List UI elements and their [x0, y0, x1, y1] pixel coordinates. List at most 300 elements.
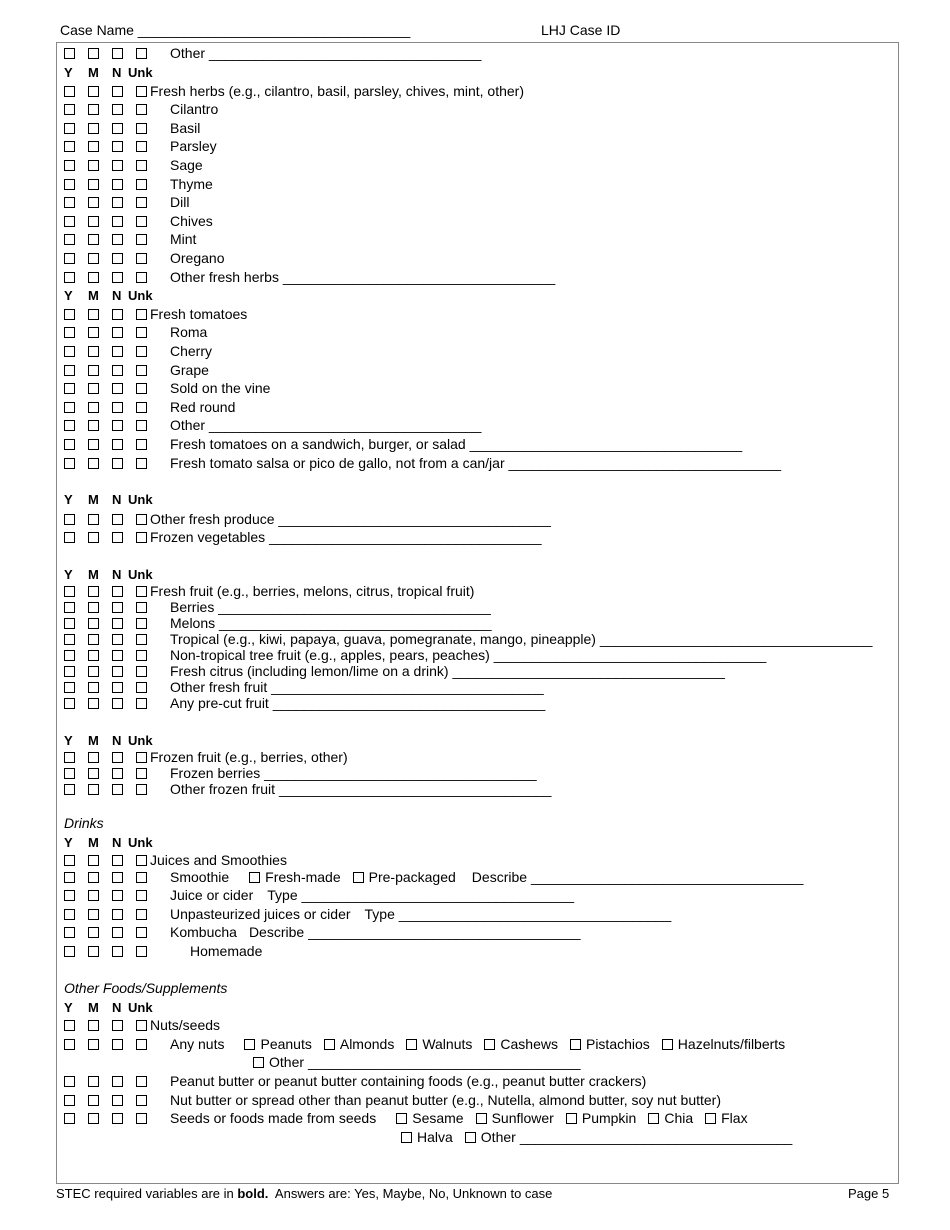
food-row-frozen-fruit [64, 749, 348, 765]
food-row-mint [64, 230, 196, 248]
maybe-checkbox[interactable] [88, 234, 99, 245]
no-checkbox[interactable] [112, 346, 123, 357]
unk-checkbox[interactable] [136, 234, 147, 245]
unk-checkbox[interactable] [136, 768, 147, 779]
maybe-checkbox[interactable] [88, 216, 99, 227]
row-label: Chives [170, 213, 213, 229]
maybe-checkbox[interactable] [88, 48, 99, 59]
blank-line[interactable]: ___________________________________ [272, 695, 546, 711]
food-row-thyme [64, 175, 213, 193]
maybe-checkbox[interactable] [88, 514, 99, 525]
food-row-tom-other [64, 416, 481, 434]
option-seeds-other[interactable] [465, 1129, 516, 1145]
no-checkbox[interactable] [112, 909, 123, 920]
no-checkbox[interactable] [112, 634, 123, 645]
food-row-peanut-butter [64, 1072, 646, 1090]
yes-checkbox[interactable] [64, 890, 75, 901]
maybe-checkbox[interactable] [88, 946, 99, 957]
no-checkbox[interactable] [112, 48, 123, 59]
row-label: Grape [170, 362, 209, 378]
food-row-oregano [64, 249, 224, 267]
food-row-tom-sandwich [64, 435, 742, 453]
option-nuts-other[interactable] [253, 1054, 304, 1070]
no-checkbox[interactable] [112, 439, 123, 450]
row-label: Kombucha [170, 924, 237, 940]
blank-line[interactable]: ___________________________________ [269, 529, 542, 545]
yes-checkbox[interactable] [64, 309, 75, 320]
yes-checkbox[interactable] [64, 872, 75, 883]
maybe-checkbox[interactable] [88, 634, 99, 645]
row-label: Tropical (e.g., kiwi, papaya, guava, pomegranate, mango, pineapple) [170, 631, 596, 647]
unk-checkbox[interactable] [136, 197, 147, 208]
no-checkbox[interactable] [112, 872, 123, 883]
yes-checkbox[interactable] [64, 927, 75, 938]
yes-checkbox[interactable] [64, 346, 75, 357]
yes-checkbox[interactable] [64, 698, 75, 709]
yes-checkbox[interactable] [64, 253, 75, 264]
yes-checkbox[interactable] [64, 179, 75, 190]
maybe-checkbox[interactable] [88, 86, 99, 97]
maybe-checkbox[interactable] [88, 768, 99, 779]
unk-checkbox[interactable] [136, 682, 147, 693]
no-checkbox[interactable] [112, 309, 123, 320]
no-checkbox[interactable] [112, 1095, 123, 1106]
row-label: Juices and Smoothies [150, 852, 287, 868]
unk-checkbox[interactable] [136, 532, 147, 543]
yes-checkbox[interactable] [64, 86, 75, 97]
yes-checkbox[interactable] [64, 458, 75, 469]
row-label: Non-tropical tree fruit (e.g., apples, pears, peaches) [170, 647, 490, 663]
yes-checkbox[interactable] [64, 532, 75, 543]
maybe-checkbox[interactable] [88, 752, 99, 763]
option-label: Chia [664, 1110, 694, 1126]
option-walnuts[interactable] [406, 1036, 472, 1052]
unk-checkbox[interactable] [136, 1039, 147, 1050]
food-row-cilantro [64, 100, 218, 118]
unk-checkbox[interactable] [136, 909, 147, 920]
maybe-checkbox[interactable] [88, 309, 99, 320]
maybe-checkbox[interactable] [88, 855, 99, 866]
no-checkbox[interactable] [112, 402, 123, 413]
no-checkbox[interactable] [112, 602, 123, 613]
yes-checkbox[interactable] [64, 602, 75, 613]
no-checkbox[interactable] [112, 253, 123, 264]
unk-checkbox[interactable] [136, 650, 147, 661]
food-row-vine [64, 379, 270, 397]
unk-checkbox[interactable] [136, 383, 147, 394]
unk-checkbox[interactable] [136, 586, 147, 597]
maybe-checkbox[interactable] [88, 197, 99, 208]
option-label: Almonds [339, 1036, 395, 1052]
unk-checkbox[interactable] [136, 365, 147, 376]
blank-line[interactable]: ___________________________________ [219, 615, 492, 631]
answer-header: Y M N Unk [64, 732, 153, 748]
yes-checkbox[interactable] [64, 1076, 75, 1087]
row-label: Nuts/seeds [150, 1017, 221, 1033]
maybe-checkbox[interactable] [88, 650, 99, 661]
no-checkbox[interactable] [112, 752, 123, 763]
row-label: Nut butter or spread other than peanut butter (e.g., Nutella, almond butter, soy nut butter) [170, 1092, 721, 1108]
unk-checkbox[interactable] [136, 160, 147, 171]
blank-line[interactable]: ___________________________________ [278, 781, 552, 797]
yes-checkbox[interactable] [64, 586, 75, 597]
no-checkbox[interactable] [112, 532, 123, 543]
no-checkbox[interactable] [112, 890, 123, 901]
food-row-parsley [64, 137, 217, 155]
footer-text: STEC required variables are in [56, 1186, 238, 1201]
maybe-checkbox[interactable] [88, 784, 99, 795]
blank-line[interactable]: ___________________________________ [508, 455, 782, 471]
peanuts-checkbox[interactable] [244, 1039, 255, 1050]
no-checkbox[interactable] [112, 784, 123, 795]
row-label: Red round [170, 399, 236, 415]
sesame-checkbox[interactable] [396, 1113, 407, 1124]
yes-checkbox[interactable] [64, 784, 75, 795]
food-row-kombucha [64, 923, 581, 941]
yes-checkbox[interactable] [64, 946, 75, 957]
no-checkbox[interactable] [112, 586, 123, 597]
no-checkbox[interactable] [112, 1020, 123, 1031]
yes-checkbox[interactable] [64, 383, 75, 394]
no-checkbox[interactable] [112, 698, 123, 709]
flax-checkbox[interactable] [705, 1113, 716, 1124]
blank-line[interactable]: ___________________________________ [493, 647, 767, 663]
yes-checkbox[interactable] [64, 1095, 75, 1106]
unk-checkbox[interactable] [136, 1076, 147, 1087]
option-label: Pumpkin [581, 1110, 637, 1126]
maybe-checkbox[interactable] [88, 458, 99, 469]
yes-checkbox[interactable] [64, 682, 75, 693]
yes-checkbox[interactable] [64, 1113, 75, 1124]
yes-checkbox[interactable] [64, 666, 75, 677]
unk-checkbox[interactable] [136, 946, 147, 957]
maybe-checkbox[interactable] [88, 1039, 99, 1050]
maybe-checkbox[interactable] [88, 872, 99, 883]
blank-line[interactable]: ___________________________________ [452, 663, 725, 679]
row-label: Frozen vegetables [150, 529, 266, 545]
maybe-checkbox[interactable] [88, 420, 99, 431]
answer-header: Y M N Unk [64, 999, 153, 1015]
unk-checkbox[interactable] [136, 309, 147, 320]
unk-checkbox[interactable] [136, 602, 147, 613]
yes-checkbox[interactable] [64, 234, 75, 245]
unk-checkbox[interactable] [136, 123, 147, 134]
blank-line[interactable]: ___________________________________ [282, 269, 556, 285]
maybe-checkbox[interactable] [88, 1113, 99, 1124]
unk-checkbox[interactable] [136, 698, 147, 709]
blank-line[interactable]: ___________________________________ [308, 1054, 581, 1070]
unk-checkbox[interactable] [136, 618, 147, 629]
blank-line[interactable]: ___________________________________ [208, 417, 482, 433]
row-label: Other fresh fruit [170, 679, 268, 695]
option-halva[interactable] [401, 1129, 453, 1145]
yes-checkbox[interactable] [64, 634, 75, 645]
no-checkbox[interactable] [112, 1039, 123, 1050]
unk-checkbox[interactable] [136, 253, 147, 264]
no-checkbox[interactable] [112, 160, 123, 171]
option-cashews[interactable] [484, 1036, 558, 1052]
no-checkbox[interactable] [112, 1076, 123, 1087]
maybe-checkbox[interactable] [88, 586, 99, 597]
almonds-checkbox[interactable] [324, 1039, 335, 1050]
row-label: Other [170, 45, 206, 61]
unk-checkbox[interactable] [136, 666, 147, 677]
halva-checkbox[interactable] [401, 1132, 412, 1143]
row-label: Roma [170, 324, 208, 340]
yes-checkbox[interactable] [64, 123, 75, 134]
option-fresh-made[interactable] [249, 869, 340, 885]
pumpkin-checkbox[interactable] [566, 1113, 577, 1124]
food-row-roma [64, 323, 207, 341]
maybe-checkbox[interactable] [88, 1020, 99, 1031]
row-label: Juice or cider [170, 887, 254, 903]
maybe-checkbox[interactable] [88, 141, 99, 152]
no-checkbox[interactable] [112, 514, 123, 525]
chia-checkbox[interactable] [648, 1113, 659, 1124]
yes-checkbox[interactable] [64, 439, 75, 450]
blank-line[interactable]: ___________________________________ [208, 45, 482, 61]
no-checkbox[interactable] [112, 123, 123, 134]
no-checkbox[interactable] [112, 141, 123, 152]
no-checkbox[interactable] [112, 216, 123, 227]
food-row-unpasteurized [64, 905, 671, 923]
maybe-checkbox[interactable] [88, 104, 99, 115]
maybe-checkbox[interactable] [88, 383, 99, 394]
yes-checkbox[interactable] [64, 768, 75, 779]
option-sesame[interactable] [396, 1110, 463, 1126]
option-label: Other [480, 1129, 516, 1145]
yes-checkbox[interactable] [64, 1020, 75, 1031]
food-row-other-frozen [64, 781, 551, 797]
yes-checkbox[interactable] [64, 1039, 75, 1050]
no-checkbox[interactable] [112, 234, 123, 245]
unk-checkbox[interactable] [136, 141, 147, 152]
blank-line[interactable]: ___________________________________ [264, 765, 537, 781]
row-label: Parsley [170, 138, 217, 154]
yes-checkbox[interactable] [64, 909, 75, 920]
no-checkbox[interactable] [112, 650, 123, 661]
maybe-checkbox[interactable] [88, 666, 99, 677]
yes-checkbox[interactable] [64, 141, 75, 152]
sunflower-checkbox[interactable] [476, 1113, 487, 1124]
option-flax[interactable] [705, 1110, 747, 1126]
no-checkbox[interactable] [112, 927, 123, 938]
unk-checkbox[interactable] [136, 855, 147, 866]
unk-checkbox[interactable] [136, 752, 147, 763]
fresh-made-checkbox[interactable] [249, 872, 260, 883]
blank-line[interactable]: ___________________________________ [530, 869, 804, 885]
yes-checkbox[interactable] [64, 216, 75, 227]
maybe-checkbox[interactable] [88, 253, 99, 264]
yes-checkbox[interactable] [64, 752, 75, 763]
yes-checkbox[interactable] [64, 402, 75, 413]
type-label: Type [364, 906, 395, 922]
food-row-red-round [64, 398, 235, 416]
unk-checkbox[interactable] [136, 784, 147, 795]
maybe-checkbox[interactable] [88, 402, 99, 413]
unk-checkbox[interactable] [136, 1020, 147, 1031]
yes-checkbox[interactable] [64, 514, 75, 525]
option-pre-packaged[interactable] [353, 869, 456, 885]
food-row-citrus [64, 663, 725, 679]
maybe-checkbox[interactable] [88, 927, 99, 938]
no-checkbox[interactable] [112, 197, 123, 208]
blank-line[interactable]: ___________________________________ [278, 511, 551, 527]
section-title-drinks: Drinks [64, 815, 104, 831]
option-label: Pistachios [585, 1036, 650, 1052]
food-row-chives [64, 212, 213, 230]
maybe-checkbox[interactable] [88, 890, 99, 901]
row-label: Fresh herbs (e.g., cilantro, basil, parsley, chives, mint, other) [150, 83, 524, 99]
option-almonds[interactable] [324, 1036, 394, 1052]
yes-checkbox[interactable] [64, 160, 75, 171]
yes-checkbox[interactable] [64, 272, 75, 283]
yes-checkbox[interactable] [64, 420, 75, 431]
row-label: Mint [170, 231, 197, 247]
yes-checkbox[interactable] [64, 855, 75, 866]
no-checkbox[interactable] [112, 458, 123, 469]
row-label: Fresh citrus (including lemon/lime on a drink) [170, 663, 449, 679]
food-row-grape [64, 361, 209, 379]
unk-checkbox[interactable] [136, 458, 147, 469]
no-checkbox[interactable] [112, 666, 123, 677]
yes-checkbox[interactable] [64, 650, 75, 661]
row-label: Cherry [170, 343, 213, 359]
no-checkbox[interactable] [112, 86, 123, 97]
yes-checkbox[interactable] [64, 327, 75, 338]
maybe-checkbox[interactable] [88, 1076, 99, 1087]
cashews-checkbox[interactable] [484, 1039, 495, 1050]
hazelnuts-checkbox[interactable] [662, 1039, 673, 1050]
row-label: Frozen berries [170, 765, 261, 781]
no-checkbox[interactable] [112, 1113, 123, 1124]
maybe-checkbox[interactable] [88, 682, 99, 693]
unk-checkbox[interactable] [136, 872, 147, 883]
row-label: Sage [170, 157, 203, 173]
unk-checkbox[interactable] [136, 927, 147, 938]
maybe-checkbox[interactable] [88, 272, 99, 283]
unk-checkbox[interactable] [136, 346, 147, 357]
unk-checkbox[interactable] [136, 327, 147, 338]
unk-checkbox[interactable] [136, 104, 147, 115]
seeds-other-checkbox[interactable] [465, 1132, 476, 1143]
maybe-checkbox[interactable] [88, 1095, 99, 1106]
unk-checkbox[interactable] [136, 48, 147, 59]
unk-checkbox[interactable] [136, 402, 147, 413]
blank-line[interactable]: ___________________________________ [519, 1129, 793, 1145]
no-checkbox[interactable] [112, 365, 123, 376]
maybe-checkbox[interactable] [88, 532, 99, 543]
food-row-any-nuts [64, 1035, 797, 1053]
row-label: Other frozen fruit [170, 781, 276, 797]
unk-checkbox[interactable] [136, 1113, 147, 1124]
yes-checkbox[interactable] [64, 365, 75, 376]
no-checkbox[interactable] [112, 327, 123, 338]
row-label: Other [170, 417, 206, 433]
food-row-berries [64, 599, 491, 615]
maybe-checkbox[interactable] [88, 365, 99, 376]
section-title-other-foods: Other Foods/Supplements [64, 980, 228, 996]
unk-checkbox[interactable] [136, 439, 147, 450]
blank-line[interactable]: ___________________________________ [301, 887, 575, 903]
blank-line[interactable]: ___________________________________ [469, 436, 743, 452]
maybe-checkbox[interactable] [88, 618, 99, 629]
yes-checkbox[interactable] [64, 197, 75, 208]
option-sunflower[interactable] [476, 1110, 554, 1126]
option-pistachios[interactable] [570, 1036, 650, 1052]
no-checkbox[interactable] [112, 946, 123, 957]
no-checkbox[interactable] [112, 618, 123, 629]
row-label: Frozen fruit (e.g., berries, other) [150, 749, 348, 765]
unk-checkbox[interactable] [136, 1095, 147, 1106]
unk-checkbox[interactable] [136, 890, 147, 901]
unk-checkbox[interactable] [136, 216, 147, 227]
blank-line[interactable]: ___________________________________ [398, 906, 672, 922]
pistachios-checkbox[interactable] [570, 1039, 581, 1050]
unk-checkbox[interactable] [136, 272, 147, 283]
food-row-tomatoes [64, 305, 247, 323]
row-label: Sold on the vine [170, 380, 271, 396]
maybe-checkbox[interactable] [88, 346, 99, 357]
no-checkbox[interactable] [112, 179, 123, 190]
option-label: Flax [721, 1110, 748, 1126]
food-row-juices [64, 851, 287, 869]
option-pumpkin[interactable] [566, 1110, 636, 1126]
nuts-other-checkbox[interactable] [253, 1057, 264, 1068]
walnuts-checkbox[interactable] [406, 1039, 417, 1050]
row-label: Basil [170, 120, 201, 136]
maybe-checkbox[interactable] [88, 439, 99, 450]
case-name-field[interactable]: Case Name ___________________________________ [60, 22, 411, 38]
no-checkbox[interactable] [112, 855, 123, 866]
yes-checkbox[interactable] [64, 618, 75, 629]
option-hazelnuts[interactable] [662, 1036, 785, 1052]
no-checkbox[interactable] [112, 104, 123, 115]
option-peanuts[interactable] [244, 1036, 311, 1052]
answer-header: Y M N Unk [64, 834, 153, 850]
unk-checkbox[interactable] [136, 420, 147, 431]
unk-checkbox[interactable] [136, 634, 147, 645]
unk-checkbox[interactable] [136, 179, 147, 190]
pre-packaged-checkbox[interactable] [353, 872, 364, 883]
no-checkbox[interactable] [112, 682, 123, 693]
blank-line[interactable]: ___________________________________ [218, 599, 491, 615]
maybe-checkbox[interactable] [88, 160, 99, 171]
blank-line[interactable]: ___________________________________ [308, 924, 581, 940]
maybe-checkbox[interactable] [88, 123, 99, 134]
row-label: Unpasteurized juices or cider [170, 906, 351, 922]
blank-line[interactable]: ___________________________________ [599, 631, 873, 647]
row-label: Fresh tomatoes on a sandwich, burger, or salad [170, 436, 466, 452]
yes-checkbox[interactable] [64, 104, 75, 115]
describe-label: Describe [471, 869, 528, 885]
maybe-checkbox[interactable] [88, 698, 99, 709]
no-checkbox[interactable] [112, 768, 123, 779]
no-checkbox[interactable] [112, 420, 123, 431]
option-chia[interactable] [648, 1110, 693, 1126]
no-checkbox[interactable] [112, 383, 123, 394]
maybe-checkbox[interactable] [88, 179, 99, 190]
row-label: Peanut butter or peanut butter containing foods (e.g., peanut butter crackers) [170, 1073, 647, 1089]
yes-checkbox[interactable] [64, 48, 75, 59]
blank-line[interactable]: ___________________________________ [271, 679, 544, 695]
maybe-checkbox[interactable] [88, 602, 99, 613]
unk-checkbox[interactable] [136, 86, 147, 97]
unk-checkbox[interactable] [136, 514, 147, 525]
maybe-checkbox[interactable] [88, 327, 99, 338]
maybe-checkbox[interactable] [88, 909, 99, 920]
no-checkbox[interactable] [112, 272, 123, 283]
